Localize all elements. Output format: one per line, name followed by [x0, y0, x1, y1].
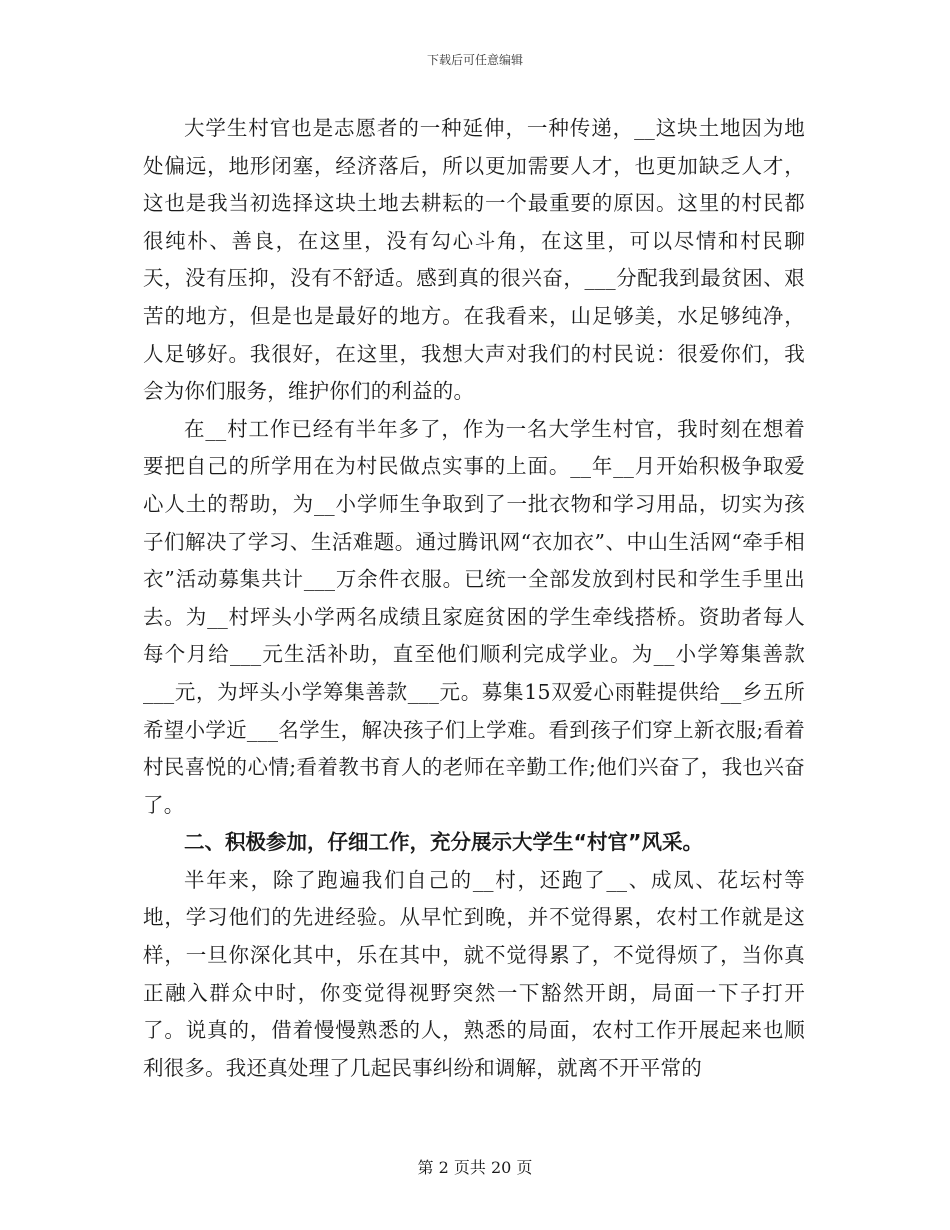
paragraph-village-work: 在__村工作已经有半年多了，作为一名大学生村官，我时刻在想着要把自己的所学用在为村民做点实事的上面。__年__月开始积极争取爱心人土的帮助，为__小学师生争取到了一批衣物和学习用品，切实为孩子们解决了学习、生活难题。通过腾讯网“衣加衣”、中山生活网“牵手相衣”活动募集共计___万余件衣服。已统一全部发放到村民和学生手里出去。为__村坪头小学两名成绩且家庭贫困的学生牵线搭桥。资助者每人每个月给___元生活补助，直至他们顺利完成学业。为__小学筹集善款___元，为坪头小学筹集善款___元。募集15双爱心雨鞋提供给__乡五所希望小学近___名学生，解决孩子们上学难。看到孩子们穿上新衣服;看着村民喜悦的心情;看着教书育人的老师在辛勤工作;他们兴奋了，我也兴奋了。 — [143, 416, 805, 817]
paragraph-half-year: 半年来，除了跑遍我们自己的__村，还跑了__、成凤、花坛村等地，学习他们的先进经验。从早忙到晚，并不觉得累，农村工作就是这样，一旦你深化其中，乐在其中，就不觉得累了，不觉得烦了，当你真正融入群众中时，你变觉得视野突然一下豁然开朗，局面一下子打开了。说真的，借着慢慢熟悉的人，熟悉的局面，农村工作开展起来也顺利很多。我还真处理了几起民事纠纷和调解，就离不开平常的 — [143, 867, 805, 1080]
page-number-footer: 第 2 页共 20 页 — [417, 1158, 533, 1177]
page-header: 下载后可任意编辑 — [426, 53, 523, 67]
section-heading: 二、积极参加，仔细工作，充分展示大学生“村官”风采。 — [184, 830, 703, 855]
paragraph-volunteer-extension: 大学生村官也是志愿者的一种延伸，一种传递，__这块土地因为地处偏远，地形闭塞，经济落后，所以更加需要人才，也更加缺乏人才，这也是我当初选择这块土地去耕耘的一个最重要的原因。这里的村民都很纯朴、善良，在这里，没有勾心斗角，在这里，可以尽情和村民聊天，没有压抑，没有不舒适。感到真的很兴奋，___分配我到最贫困、艰苦的地方，但是也是最好的地方。在我看来，山足够美，水足够纯净，人足够好。我很好，在这里，我想大声对我们的村民说：很爱你们，我会为你们服务，维护你们的利益的。 — [143, 116, 805, 404]
document-body — [143, 110, 805, 1087]
